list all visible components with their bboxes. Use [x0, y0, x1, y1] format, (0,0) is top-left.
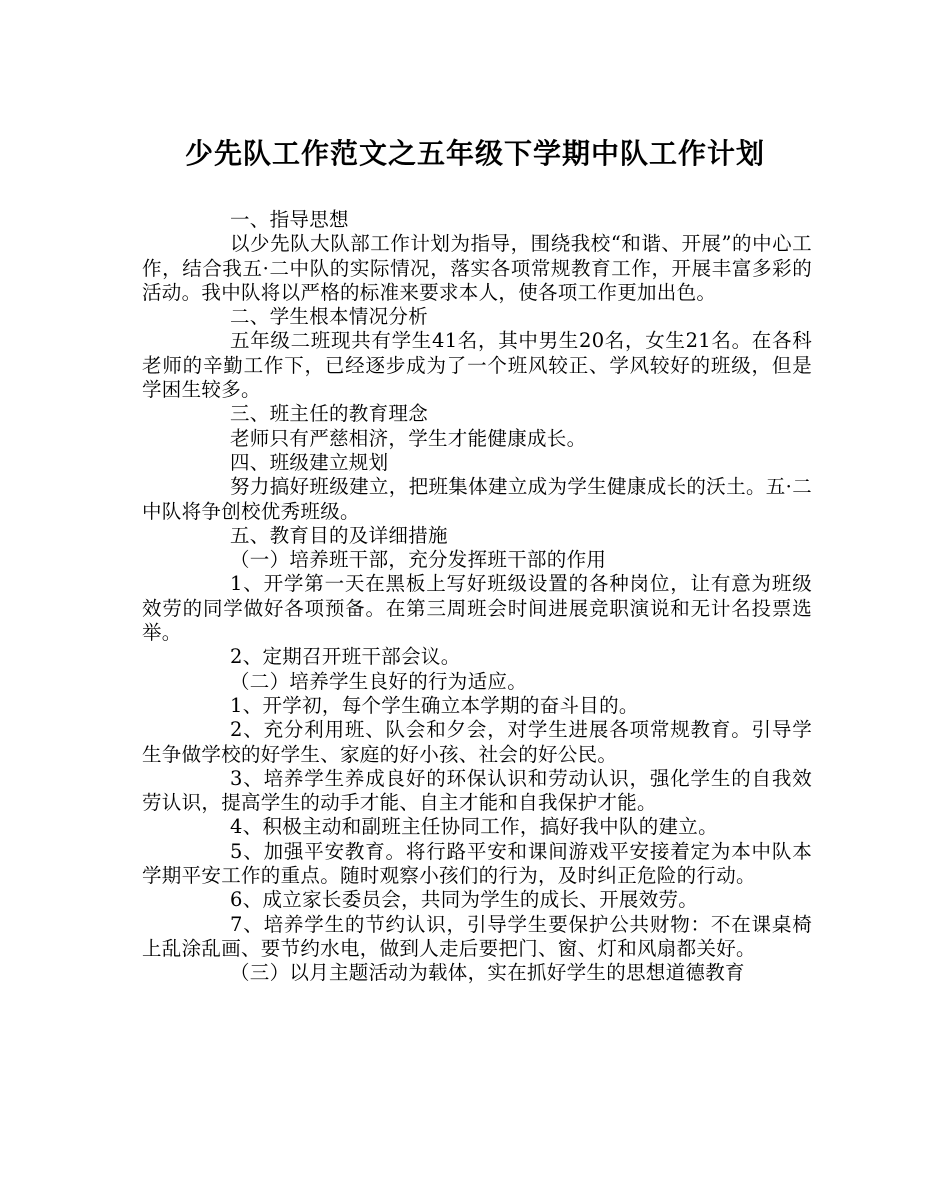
list-item-paragraph: 7、培养学生的节约认识，引导学生要保护公共财物：不在课桌椅上乱涂乱画、要节约水电，做到人走后要把门、窗、灯和风扇都关好。: [142, 912, 812, 960]
section-heading: 三、班主任的教育理念: [230, 402, 429, 426]
list-item-paragraph: 1、开学初，每个学生确立本学期的奋斗目的。: [230, 693, 639, 717]
section-heading: 一、指导思想: [230, 208, 349, 231]
body-paragraph: 老师只有严慈相济，学生才能健康成长。: [230, 426, 587, 450]
body-paragraph: 五年级二班现共有学生41名，其中男生20名，女生21名。在各科老师的辛勤工作下，已经逐步成为了一个班风较正、学风较好的班级，但是学困生较多。: [142, 329, 812, 402]
section-heading: 二、学生根本情况分析: [230, 305, 429, 329]
list-item-paragraph: 2、充分利用班、队会和夕会，对学生进展各项常规教育。引导学生争做学校的好学生、家庭的好小孩、社会的好公民。: [142, 718, 812, 766]
document-title: 少先队工作范文之五年级下学期中队工作计划: [184, 137, 765, 170]
subsection-heading: （三）以月主题活动为载体，实在抓好学生的思想道德教育: [230, 961, 745, 985]
body-paragraph: 努力搞好班级建立，把班集体建立成为学生健康成长的沃土。五·二中队将争创校优秀班级。: [142, 475, 812, 523]
list-item-paragraph: 5、加强平安教育。将行路平安和课间游戏平安接着定为本中队本学期平安工作的重点。随时观察小孩们的行为，及时纠正危险的行动。: [142, 839, 812, 888]
subsection-heading: （二）培养学生良好的行为适应。: [230, 669, 528, 693]
list-item-paragraph: 3、培养学生养成良好的环保认识和劳动认识，强化学生的自我效劳认识，提高学生的动手才能、自主才能和自我保护才能。: [142, 766, 812, 815]
section-heading: 五、教育目的及详细措施: [230, 523, 448, 547]
document-body: [142, 208, 812, 986]
list-item-paragraph: 1、开学第一天在黑板上写好班级设置的各种岗位，让有意为班级效劳的同学做好各项预备。在第三周班会时间进展竞职演说和无计名投票选举。: [142, 572, 812, 645]
section-heading: 四、班级建立规划: [230, 450, 389, 474]
list-item-paragraph: 2、定期召开班干部会议。: [230, 645, 461, 669]
list-item-paragraph: 4、积极主动和副班主任协同工作，搞好我中队的建立。: [230, 815, 718, 839]
body-paragraph: 以少先队大队部工作计划为指导，围绕我校“和谐、开展”的中心工作，结合我五·二中队的实际情况，落实各项常规教育工作，开展丰富多彩的活动。我中队将以严格的标准来要求本人，使各项工作更加出色。: [142, 232, 812, 304]
subsection-heading: （一）培养班干部，充分发挥班干部的作用: [230, 548, 607, 572]
list-item-paragraph: 6、成立家长委员会，共同为学生的成长、开展效劳。: [230, 888, 699, 912]
